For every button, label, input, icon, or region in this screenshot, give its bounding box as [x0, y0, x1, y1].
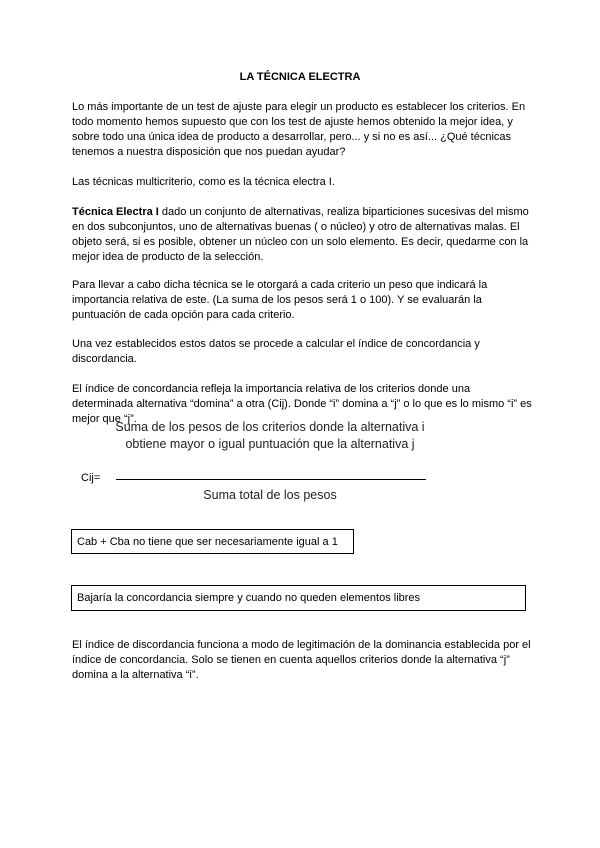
paragraph-electra-definition — [72, 205, 532, 265]
note-box-cab-cba — [71, 529, 354, 554]
formula-label: Cij= — [81, 472, 101, 484]
note-box-cab-cba-text: Cab + Cba no tiene que ser necesariamente igual a 1 — [77, 535, 338, 548]
note-box-concordance — [71, 585, 526, 611]
electra-term: Técnica Electra I — [72, 206, 159, 218]
electra-definition-text: dado un conjunto de alternativas, realiza biparticiones sucesivas del mismo en dos subconjuntos, uno de alternativas buenas ( o núcleo) y otro de alternativas malas. El objeto será, si es posible, obtener un núcleo con un solo elemento. Es decir, quedarme con la mejor idea de producto de la selección. — [72, 206, 529, 263]
paragraph-weights: Para llevar a cabo dicha técnica se le otorgará a cada criterio un peso que indicará la importancia relativa de este. (La suma de los pesos será 1 o 100). Y se evaluarán la puntuación de cada opción para cada criterio. — [72, 279, 488, 321]
paragraph-indices: Una vez establecidos estos datos se procede a calcular el índice de concordancia y discordancia. — [72, 338, 480, 365]
paragraph-discordance: El índice de discordancia funciona a modo de legitimación de la dominancia establecida por el índice de concordancia. Solo se tienen en cuenta aquellos criterios donde la alternativa “j” domina a la alternativa “i”. — [72, 639, 531, 681]
formula-numerator-line1: Suma de los pesos de los criterios donde la alternativa i — [115, 420, 425, 434]
formula-numerator — [110, 419, 430, 453]
paragraph-multicriteria: Las técnicas multicriterio, como es la técnica electra I. — [72, 176, 335, 188]
formula-denominator: Suma total de los pesos — [203, 488, 337, 502]
note-box-concordance-text: Bajaría la concordancia siempre y cuando no queden elementos libres — [77, 592, 421, 604]
paragraph-intro: Lo más importante de un test de ajuste para elegir un producto es establecer los criterios. En todo momento hemos supuesto que con los test de ajuste hemos obtenido la mejor idea, y sobre todo una única idea de producto a desarrollar, pero... y si no es así... ¿Qué técnicas tenemos a nuestra disposición que nos puedan ayudar? — [72, 101, 526, 158]
paragraph-concordance: El índice de concordancia refleja la importancia relativa de los criterios donde una determinada alternativa “domina” a otra (Cij). Donde “i” domina a “j” o lo que es lo mismo “i” es mejor que “j”. — [72, 383, 532, 425]
formula-numerator-line2: obtiene mayor o igual puntuación que la alternativa j — [125, 437, 415, 451]
fraction-bar — [116, 479, 426, 480]
page-title: LA TÉCNICA ELECTRA — [239, 71, 361, 83]
